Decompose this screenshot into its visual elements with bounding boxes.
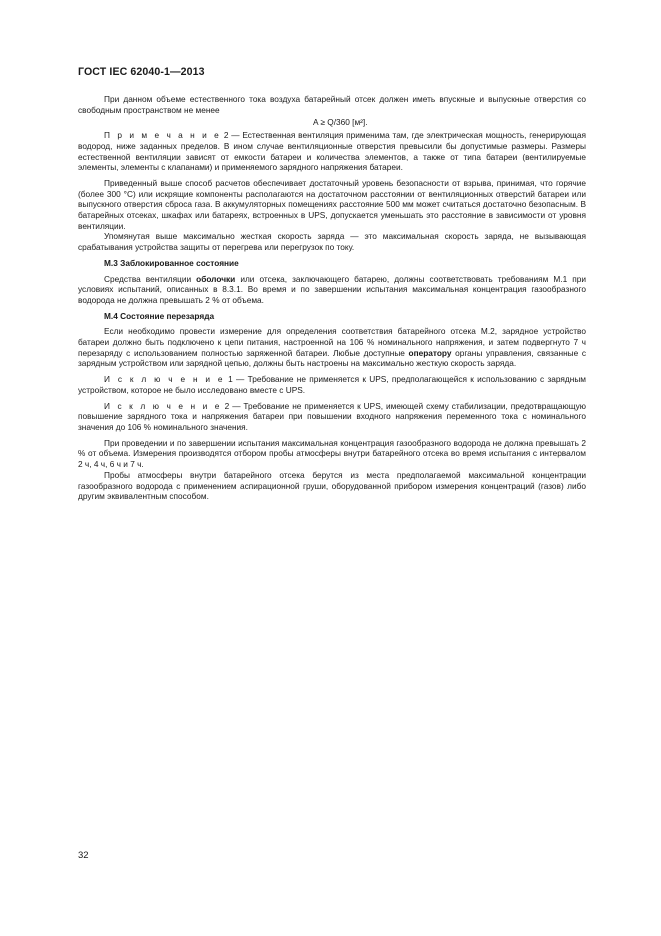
paragraph-explosion-safety: Приведенный выше способ расчетов обеспечивает достаточный уровень безопасности от взрыва, принимая, что горячие (более 300 °С) или искрящие компоненты располагаются на достаточном расстоянии от вентиляционных отверстий батареи или выпускного отверстия сброса газа. В аккумуляторных помещениях расстояние 500 мм может считаться достаточно безопасным. В батарейных отсеках, шкафах или батареях, встроенных в UPS, допускается уменьшать это расстояние в зависимости от уровня вентиляции.: [78, 177, 586, 231]
paragraph-overcharge-part2: органы управления, связанные с зарядным устройством или зарядной цепью, должны быть настроены на максимально жесткую скорость заряда.: [78, 347, 586, 369]
exception-1-text: 1 — Требование не применяется к UPS, предполагающейся к использованию с зарядным устройством, которое не было исследовано вместе с UPS.: [78, 374, 586, 395]
exception-1: [78, 374, 586, 395]
note-2-text: 2 — Естественная вентиляция применима там, где электрическая мощность, генерирующая водород, ниже заданных пределов. В ином случае вентиляционные отверстия превысили бы допустимые размеры. Размеры естественной вентиляции зависят от емкости батареи и количества элементов, а также от типа батареи (вентилируемые элементы, элементы с клапанами) и применяемого зарядного напряжения батареи.: [78, 130, 586, 173]
formula-area: A ≥ Q/360 [м²].: [313, 117, 368, 128]
paragraph-overcharge-part1: Если необходимо провести измерение для определения соответствия батарейного отсека М.2, зарядное устройство батареи должно быть подключено к цепи питания, настроенной на 106 % номинального напряжения, и затем подвергнуто 7 ч перезаряду с использованием полностью заряженной батареи. Любые доступные: [78, 326, 586, 358]
paragraph-ventilation-openings: При данном объеме естественного тока воздуха батарейный отсек должен иметь впускные и выпускные отверстия со свободным пространством не менее: [78, 94, 586, 115]
paragraph-blocked-state-part1: Средства вентиляции: [104, 273, 197, 284]
term-operator: оператору: [408, 347, 452, 358]
note-2-label: П р и м е ч а н и е: [104, 130, 222, 141]
exception-2-text: 2 — Требование не применяется к UPS, имеющей схему стабилизации, предотвращающую повышение зарядного тока и напряжения батареи при повышении входного напряжения переменного тока с номинального значения до 106 % номинального значения.: [78, 400, 586, 432]
paragraph-blocked-state: [78, 274, 586, 306]
paragraph-hydrogen-measurement: При проведении и по завершении испытания максимальная концентрация газообразного водорода не должна превышать 2 % от объема. Измерения производятся отбором пробы атмосферы внутри батарейного отсека во время испытания с интервалом 2 ч, 4 ч, 6 ч и 7 ч.: [78, 437, 586, 470]
page-number: 32: [78, 850, 89, 861]
exception-1-label: И с к л ю ч е н и е: [104, 374, 225, 385]
exception-2-label: И с к л ю ч е н и е: [104, 400, 222, 411]
paragraph-charge-rate: Упомянутая выше максимально жесткая скорость заряда — это максимальная скорость заряда, не вызывающая срабатывания устройства защиты от перегрева или перегрузок по току.: [78, 231, 586, 253]
paragraph-overcharge: [78, 326, 586, 369]
paragraph-blocked-state-part2: или отсека, заключающего батарею, должны соответствовать требованиям М.1 при условиях испытаний, описанных в 8.3.1. Во время и по завершении испытания максимальная концентрация газообразного водорода не должна превышать 2 % от объема.: [78, 273, 586, 305]
paragraph-sampling: Пробы атмосферы внутри батарейного отсека берутся из места предполагаемой максимальной концентрации газообразного водорода с применением аспирационной груши, оборудованной прибором измерения концентраций (газов) либо другим эквивалентным способом.: [78, 469, 586, 502]
section-m3-title: М.3 Заблокированное состояние: [104, 257, 239, 268]
section-m4-title: М.4 Состояние перезаряда: [104, 310, 215, 321]
term-enclosure: оболочки: [196, 273, 236, 284]
document-header: ГОСТ IEC 62040-1—2013: [78, 66, 205, 78]
exception-2: [78, 401, 586, 433]
document-body: [78, 94, 586, 502]
note-2: [78, 130, 586, 173]
